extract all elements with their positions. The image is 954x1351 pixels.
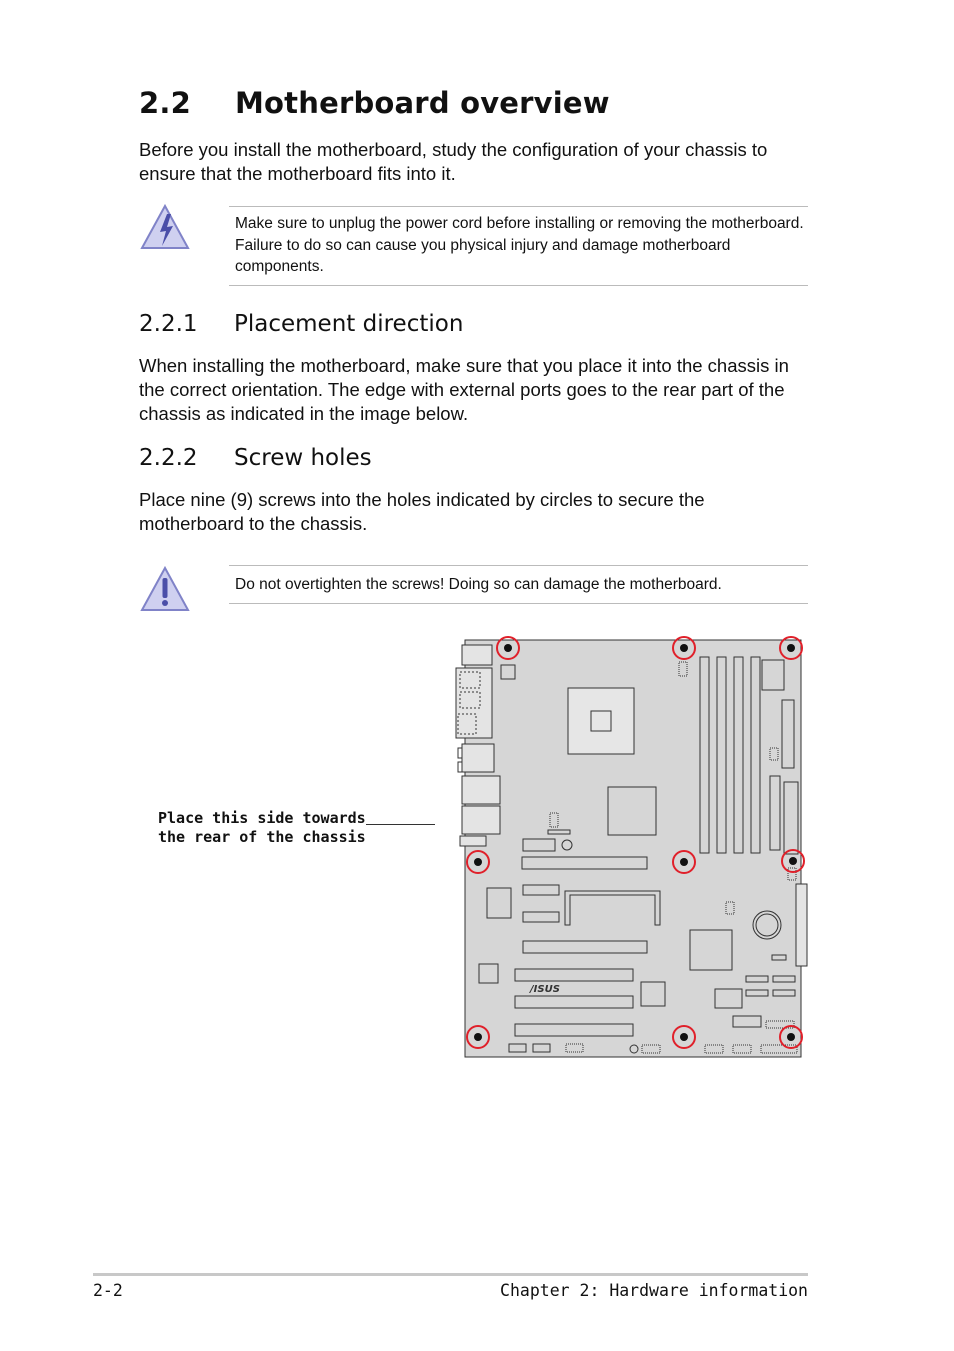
- footer-chapter: Chapter 2: Hardware information: [500, 1281, 808, 1300]
- rear-callout: [158, 809, 366, 847]
- screw-holes-paragraph: Place nine (9) screws into the holes indicated by circles to secure the motherboard to the chassis.: [139, 489, 705, 534]
- caution-exclamation-icon: [138, 562, 192, 616]
- caution-lightning-icon: [138, 200, 192, 254]
- footer-page-number: 2-2: [93, 1281, 123, 1300]
- section-number: 2.2: [139, 86, 191, 120]
- subsection-title: Placement direction: [234, 311, 464, 337]
- footer-rule: [93, 1273, 808, 1276]
- board-logo: /ISUS: [530, 984, 560, 995]
- callout-leader-line: [366, 824, 435, 825]
- subsection-heading-screw-holes: [139, 445, 372, 471]
- motherboard-diagram: [440, 630, 820, 1070]
- subsection-number: 2.2.2: [139, 445, 198, 471]
- warning-note: [229, 206, 808, 286]
- section-title: Motherboard overview: [235, 86, 610, 120]
- caution-note-text: Do not overtighten the screws! Doing so can damage the motherboard.: [235, 576, 722, 593]
- callout-line-2: the rear of the chassis: [158, 828, 366, 846]
- callout-line-1: Place this side towards: [158, 809, 366, 827]
- subsection-number: 2.2.1: [139, 311, 198, 337]
- subsection-heading-placement: [139, 311, 463, 337]
- section-heading: [139, 86, 610, 120]
- subsection-title: Screw holes: [234, 445, 372, 471]
- intro-paragraph: Before you install the motherboard, study the configuration of your chassis to ensure that the motherboard fits into it.: [139, 139, 768, 184]
- warning-note-text: Make sure to unplug the power cord before installing or removing the motherboard. Failure to do so can cause you physical injury and damage motherboard components.: [235, 215, 804, 275]
- caution-note: [229, 565, 808, 604]
- placement-paragraph: When installing the motherboard, make sure that you place it into the chassis in the correct orientation. The edge with external ports goes to the rear part of the chassis as indicated in the image below.: [139, 355, 789, 424]
